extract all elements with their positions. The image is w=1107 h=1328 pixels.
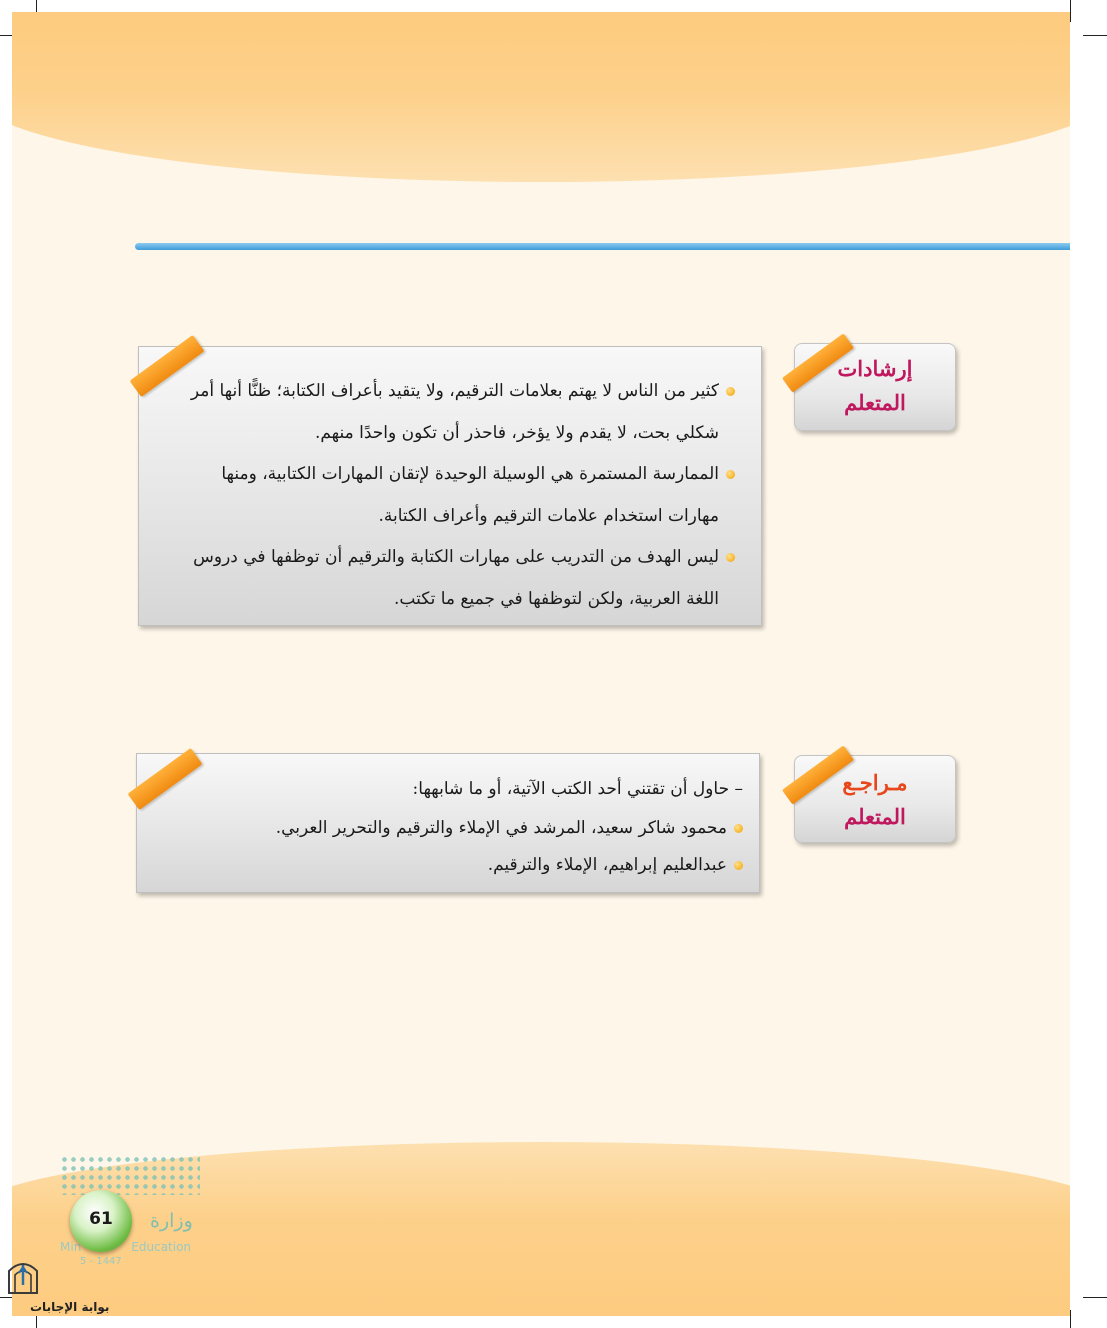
- bullet-icon: [726, 470, 735, 479]
- ministry-logo: [40, 1150, 240, 1320]
- logo-dots-icon: [60, 1155, 200, 1195]
- list-item: كثير من الناس لا يهتم بعلامات الترقيم، ولا يتقيد بأعراف الكتابة؛ ظنًّا أنها أمر شكلي بحت، لا يقدم ولا يؤخر، فاحذر أن تكون واحدًا منهم.: [179, 371, 735, 454]
- list-item: الممارسة المستمرة هي الوسيلة الوحيدة لإتقان المهارات الكتابية، ومنها مهارات استخدام علامات الترقيم وأعراف الكتابة.: [179, 454, 735, 537]
- references-title-line1: مـراجـع: [842, 770, 908, 795]
- textbook-page: [12, 12, 1070, 1316]
- list-item: ليس الهدف من التدريب على مهارات الكتابة والترقيم أن توظفها في دروس اللغة العربية، ولكن لتوظفها في جميع ما تكتب.: [179, 537, 735, 620]
- portal-label: بوابة الإجابات: [30, 1300, 110, 1314]
- bullet-icon: [726, 387, 735, 396]
- ministry-name-ar: وزارة: [150, 1210, 193, 1232]
- references-title-line2: المتعلم: [844, 804, 906, 829]
- crop-mark: [1083, 1297, 1107, 1298]
- portal-building-icon: [3, 1255, 43, 1295]
- guidance-box: [138, 346, 762, 626]
- list-item: محمود شاكر سعيد، المرشد في الإملاء والترقيم والتحرير العربي.: [177, 810, 743, 847]
- references-box: [136, 753, 760, 893]
- list-item: عبدالعليم إبراهيم، الإملاء والترقيم.: [177, 847, 743, 884]
- top-decorative-band: [12, 12, 1070, 182]
- bullet-icon: [734, 861, 743, 870]
- ministry-year: 5 - 1447: [80, 1256, 122, 1267]
- guidance-title-line2: المتعلم: [844, 390, 906, 415]
- bullet-icon: [734, 824, 743, 833]
- crop-mark: [1070, 0, 1071, 22]
- ministry-name-en: Min Education: [60, 1240, 192, 1254]
- bullet-icon: [726, 553, 735, 562]
- crop-mark: [1070, 1310, 1071, 1328]
- section-rule: [135, 243, 1070, 250]
- crop-mark: [1083, 35, 1107, 36]
- guidance-title-line1: إرشادات: [837, 356, 913, 381]
- page-number: 61: [70, 1190, 132, 1252]
- references-intro: – حاول أن تقتني أحد الكتب الآتية، أو ما شابهها:: [412, 779, 743, 799]
